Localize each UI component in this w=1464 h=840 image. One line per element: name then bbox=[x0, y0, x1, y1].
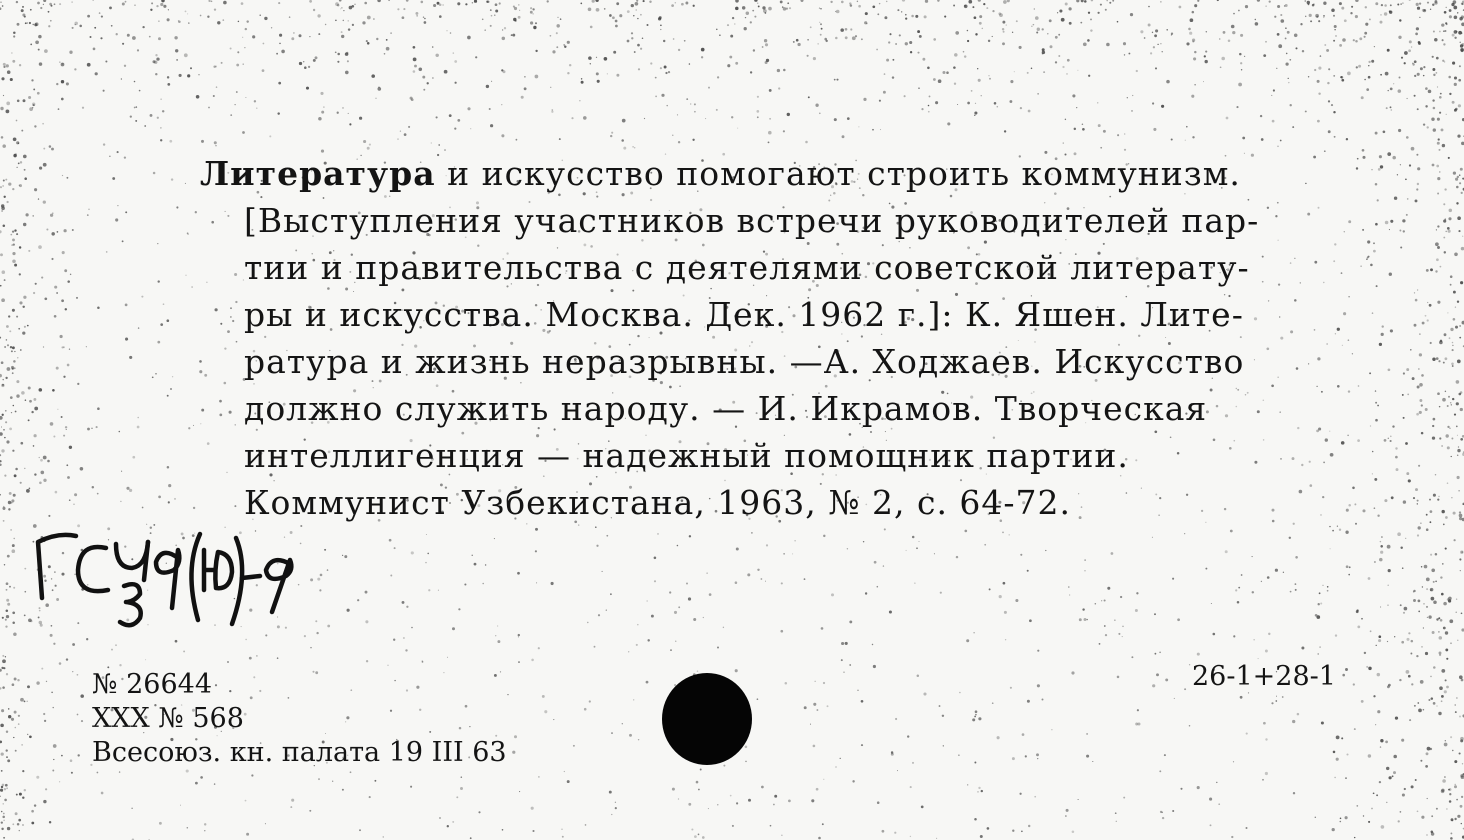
card-footer-left bbox=[92, 668, 507, 770]
entry-line-3: тии и правительства с деятелями советской литерату- bbox=[244, 248, 1250, 287]
entry-title-start: и искусство помогают строить коммунизм. bbox=[447, 154, 1241, 193]
entry-line-6: должно служить народу. — И. Икрамов. Творческая bbox=[244, 389, 1208, 428]
entry-heading: Литература bbox=[200, 154, 436, 193]
card-punch-hole bbox=[662, 673, 752, 765]
entry-line-4: ры и искусства. Москва. Дек. 1962 г.]: К. Яшен. Лите- bbox=[244, 295, 1244, 334]
entry-line-8: Коммунист Узбекистана, 1963, № 2, с. 64-72. bbox=[244, 483, 1072, 522]
entry-line-7: интеллигенция — надежный помощник партии. bbox=[244, 436, 1129, 475]
entry-line-2: [Выступления участников встречи руководителей пар- bbox=[244, 201, 1260, 240]
bibliographic-entry bbox=[200, 150, 1390, 526]
entry-line-5: ратура и жизнь неразрывны. —А. Ходжаев. Искусство bbox=[244, 342, 1245, 381]
classification-code: 26-1+28-1 bbox=[1192, 661, 1336, 692]
book-chamber-stamp: Всесоюз. кн. палата 19 III 63 bbox=[92, 737, 507, 768]
entry-line-1 bbox=[200, 150, 1390, 197]
series-number: XXX № 568 bbox=[92, 703, 244, 734]
handwritten-shelfmark bbox=[28, 520, 298, 650]
accession-number: № 26644 bbox=[92, 669, 213, 700]
